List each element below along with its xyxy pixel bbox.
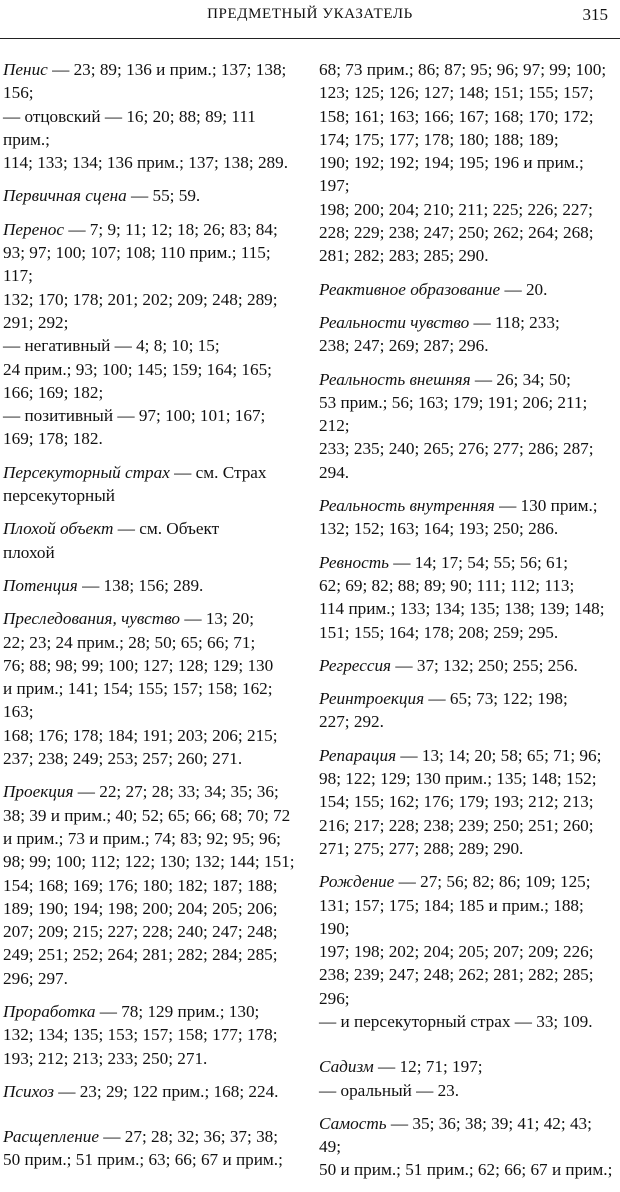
entry-continuation-line: — позитивный — 97; 100; 101; 167;	[3, 406, 266, 426]
index-entry	[3, 1000, 299, 1070]
entry-continuation-line: 154; 155; 162; 176; 179; 193; 212; 213;	[319, 792, 594, 812]
entry-heading: Персекуторный страх	[3, 462, 170, 482]
entry-continuation-line: 132; 170; 178; 201; 202; 209; 248; 289;	[3, 289, 278, 309]
entry-continuation-line: 190; 192; 192; 194; 195; 196 и прим.; 197;	[319, 153, 584, 196]
index-entry	[319, 58, 615, 268]
entry-pages: — 7; 9; 11; 12; 18; 26; 83; 84;	[64, 219, 278, 239]
entry-continuation-line: 24 прим.; 93; 100; 145; 159; 164; 165;	[3, 359, 272, 379]
entry-continuation-line: 189; 190; 194; 198; 200; 204; 205; 206;	[3, 898, 278, 918]
entry-heading: Садизм	[319, 1057, 374, 1077]
entry-continuation-line: 166; 169; 182;	[3, 382, 104, 402]
entry-continuation-line: 22; 23; 24 прим.; 28; 50; 65; 66; 71;	[3, 632, 256, 652]
entry-pages: 68; 73 прим.; 86; 87; 95; 96; 97; 99; 100;	[319, 60, 607, 79]
entry-continuation-line: 238; 247; 269; 287; 296.	[319, 336, 489, 356]
entry-pages: — 130 прим.;	[494, 496, 598, 516]
index-entry	[3, 607, 299, 770]
entry-continuation-line: 132; 134; 135; 153; 157; 158; 177; 178;	[3, 1025, 278, 1045]
entry-continuation-line: 38; 39 и прим.; 40; 52; 65; 66; 68; 70; 72	[3, 805, 291, 825]
index-column-right	[319, 58, 615, 1192]
entry-continuation-line: плохой	[3, 542, 55, 562]
index-entry	[319, 744, 615, 860]
entry-pages: — 14; 17; 54; 55; 56; 61;	[388, 552, 568, 572]
entry-continuation-line: 151; 155; 164; 178; 208; 259; 295.	[319, 622, 559, 642]
entry-heading: Рождение	[319, 872, 395, 892]
page-header	[0, 0, 620, 39]
entry-pages: — 27; 56; 82; 86; 109; 125;	[394, 872, 591, 892]
entry-pages: — 12; 71; 197;	[373, 1057, 483, 1077]
index-entry	[319, 654, 615, 677]
entry-pages: — 138; 156; 289.	[77, 575, 204, 595]
entry-continuation-line: 93; 97; 100; 107; 108; 110 прим.; 115; 117;	[3, 243, 271, 286]
entry-continuation-line: 168; 176; 178; 184; 191; 203; 206; 215;	[3, 725, 278, 745]
entry-continuation-line: 193; 212; 213; 233; 250; 271.	[3, 1048, 208, 1068]
entry-heading: Реинтроекция	[319, 689, 425, 709]
entry-continuation-line: 169; 178; 182.	[3, 429, 103, 449]
entry-continuation-line: 271; 275; 277; 288; 289; 290.	[319, 838, 524, 858]
entry-heading: Проработка	[3, 1001, 96, 1021]
entry-pages: — 23; 89; 136 и прим.; 137; 138; 156;	[3, 60, 287, 103]
entry-continuation-line: 296;	[319, 988, 350, 1008]
entry-continuation-line: и прим.; 141; 154; 155; 157; 158; 162; 163;	[3, 679, 273, 722]
entry-continuation-line: 154; 168; 169; 176; 180; 182; 187; 188;	[3, 875, 278, 895]
entry-continuation-line: 76; 88; 98; 99; 100; 127; 128; 129; 130	[3, 655, 274, 675]
entry-pages: — 27; 28; 32; 36; 37; 38;	[99, 1127, 279, 1147]
index-entry	[319, 551, 615, 644]
entry-pages: — 65; 73; 122; 198;	[424, 689, 568, 709]
index-entry	[3, 461, 299, 508]
index-entry	[319, 687, 615, 734]
entry-pages: — см. Страх	[169, 462, 267, 482]
entry-continuation-line: 216; 217; 228; 238; 239; 250; 251; 260;	[319, 815, 594, 835]
entry-heading: Проекция	[3, 782, 74, 802]
entry-continuation-line: 158; 161; 163; 166; 167; 168; 170; 172;	[319, 106, 594, 126]
entry-continuation-line: 98; 99; 100; 112; 122; 130; 132; 144; 151;	[3, 852, 295, 872]
entry-heading: Регрессия	[319, 655, 392, 675]
index-entry	[319, 1055, 615, 1102]
entry-pages: — 20.	[500, 279, 548, 299]
index-entry	[319, 870, 615, 1033]
entry-heading: Первичная сцена	[3, 186, 127, 206]
index-column-left	[3, 58, 299, 1182]
entry-heading: Реальность внутренняя	[319, 496, 495, 516]
entry-continuation-line: персекуторный	[3, 486, 116, 506]
entry-heading: Психоз	[3, 1081, 54, 1101]
index-entry	[319, 278, 615, 301]
entry-continuation-line: 238; 239; 247; 248; 262; 281; 282; 285;	[319, 965, 594, 985]
entry-continuation-line: 114 прим.; 133; 134; 135; 138; 139; 148;	[319, 599, 605, 619]
entry-continuation-line: 281; 282; 283; 285; 290.	[319, 246, 489, 266]
index-entry	[3, 1125, 299, 1172]
entry-continuation-line: 227; 292.	[319, 712, 384, 732]
index-entry	[3, 780, 299, 990]
index-entry	[319, 1112, 615, 1182]
entry-continuation-line: 249; 251; 252; 264; 281; 282; 284; 285;	[3, 945, 278, 965]
entry-continuation-line: 198; 200; 204; 210; 211; 225; 226; 227;	[319, 199, 593, 219]
entry-heading: Преследования, чувство	[3, 609, 181, 629]
entry-heading: Репарация	[319, 745, 397, 765]
entry-pages: — 78; 129 прим.; 130;	[95, 1001, 260, 1021]
index-entry	[319, 368, 615, 484]
index-entry	[3, 184, 299, 207]
entry-continuation-line: 207; 209; 215; 227; 228; 240; 247; 248;	[3, 922, 278, 942]
entry-pages: — 118; 233;	[469, 312, 560, 332]
entry-continuation-line: — отцовский — 16; 20; 88; 89; 111 прим.;	[3, 106, 256, 149]
entry-continuation-line: 291; 292;	[3, 312, 69, 332]
entry-continuation-line: 237; 238; 249; 253; 257; 260; 271.	[3, 749, 243, 769]
index-entry	[319, 311, 615, 358]
entry-heading: Самость	[319, 1113, 387, 1133]
entry-heading: Потенция	[3, 575, 78, 595]
entry-continuation-line: 131; 157; 175; 184; 185 и прим.; 188; 190;	[319, 895, 584, 938]
entry-pages: — 13; 14; 20; 58; 65; 71; 96;	[396, 745, 602, 765]
index-entry	[319, 494, 615, 541]
entry-continuation-line: 123; 125; 126; 127; 148; 151; 155; 157;	[319, 83, 594, 103]
entry-heading: Плохой объект	[3, 519, 114, 539]
entry-heading: Перенос	[3, 219, 65, 239]
entry-continuation-line: 50 прим.; 51 прим.; 63; 66; 67 и прим.;	[3, 1150, 283, 1170]
entry-continuation-line: — и персекуторный страх — 33; 109.	[319, 1011, 593, 1031]
entry-continuation-line: 197; 198; 202; 204; 205; 207; 209; 226;	[319, 942, 594, 962]
entry-heading: Реальности чувство	[319, 312, 470, 332]
entry-heading: Реактивное образование	[319, 279, 501, 299]
entry-heading: Ревность	[319, 552, 389, 572]
entry-continuation-line: — негативный — 4; 8; 10; 15;	[3, 336, 220, 356]
index-entry	[3, 574, 299, 597]
index-entry	[3, 58, 299, 174]
entry-continuation-line: 233; 235; 240; 265; 276; 277; 286; 287;	[319, 439, 594, 459]
entry-continuation-line: 50 и прим.; 51 прим.; 62; 66; 67 и прим.;	[319, 1160, 613, 1180]
index-entry	[3, 1080, 299, 1103]
running-title: ПРЕДМЕТНЫЙ УКАЗАТЕЛЬ	[207, 6, 413, 22]
entry-pages: — 23; 29; 122 прим.; 168; 224.	[53, 1081, 279, 1101]
entry-pages: — 26; 34; 50;	[470, 369, 571, 389]
entry-pages: — 55; 59.	[126, 186, 201, 206]
index-entry	[3, 218, 299, 451]
entry-continuation-line: 62; 69; 82; 88; 89; 90; 111; 112; 113;	[319, 575, 575, 595]
entry-pages: — 13; 20;	[180, 609, 255, 629]
page-number: 315	[582, 5, 608, 24]
entry-pages: — см. Объект	[113, 519, 220, 539]
entry-pages: — 37; 132; 250; 255; 256.	[391, 655, 578, 675]
entry-continuation-line: 228; 229; 238; 247; 250; 262; 264; 268;	[319, 223, 594, 243]
entry-continuation-line: 294.	[319, 462, 350, 482]
entry-continuation-line: — оральный — 23.	[319, 1080, 460, 1100]
entry-continuation-line: 132; 152; 163; 164; 193; 250; 286.	[319, 519, 559, 539]
entry-continuation-line: 296; 297.	[3, 968, 68, 988]
entry-heading: Пенис	[3, 60, 48, 79]
entry-heading: Реальность внешняя	[319, 369, 471, 389]
entry-heading: Расщепление	[3, 1127, 99, 1147]
entry-continuation-line: 174; 175; 177; 178; 180; 188; 189;	[319, 129, 559, 149]
entry-continuation-line: и прим.; 73 и прим.; 74; 83; 92; 95; 96;	[3, 828, 281, 848]
entry-pages: — 35; 36; 38; 39; 41; 42; 43; 49;	[319, 1113, 592, 1157]
entry-continuation-line: 53 прим.; 56; 163; 179; 191; 206; 211; 212;	[319, 392, 588, 436]
entry-continuation-line: 98; 122; 129; 130 прим.; 135; 148; 152;	[319, 769, 597, 789]
index-entry	[3, 517, 299, 564]
entry-continuation-line: 114; 133; 134; 136 прим.; 137; 138; 289.	[3, 153, 289, 173]
entry-pages: — 22; 27; 28; 33; 34; 35; 36;	[73, 782, 279, 802]
